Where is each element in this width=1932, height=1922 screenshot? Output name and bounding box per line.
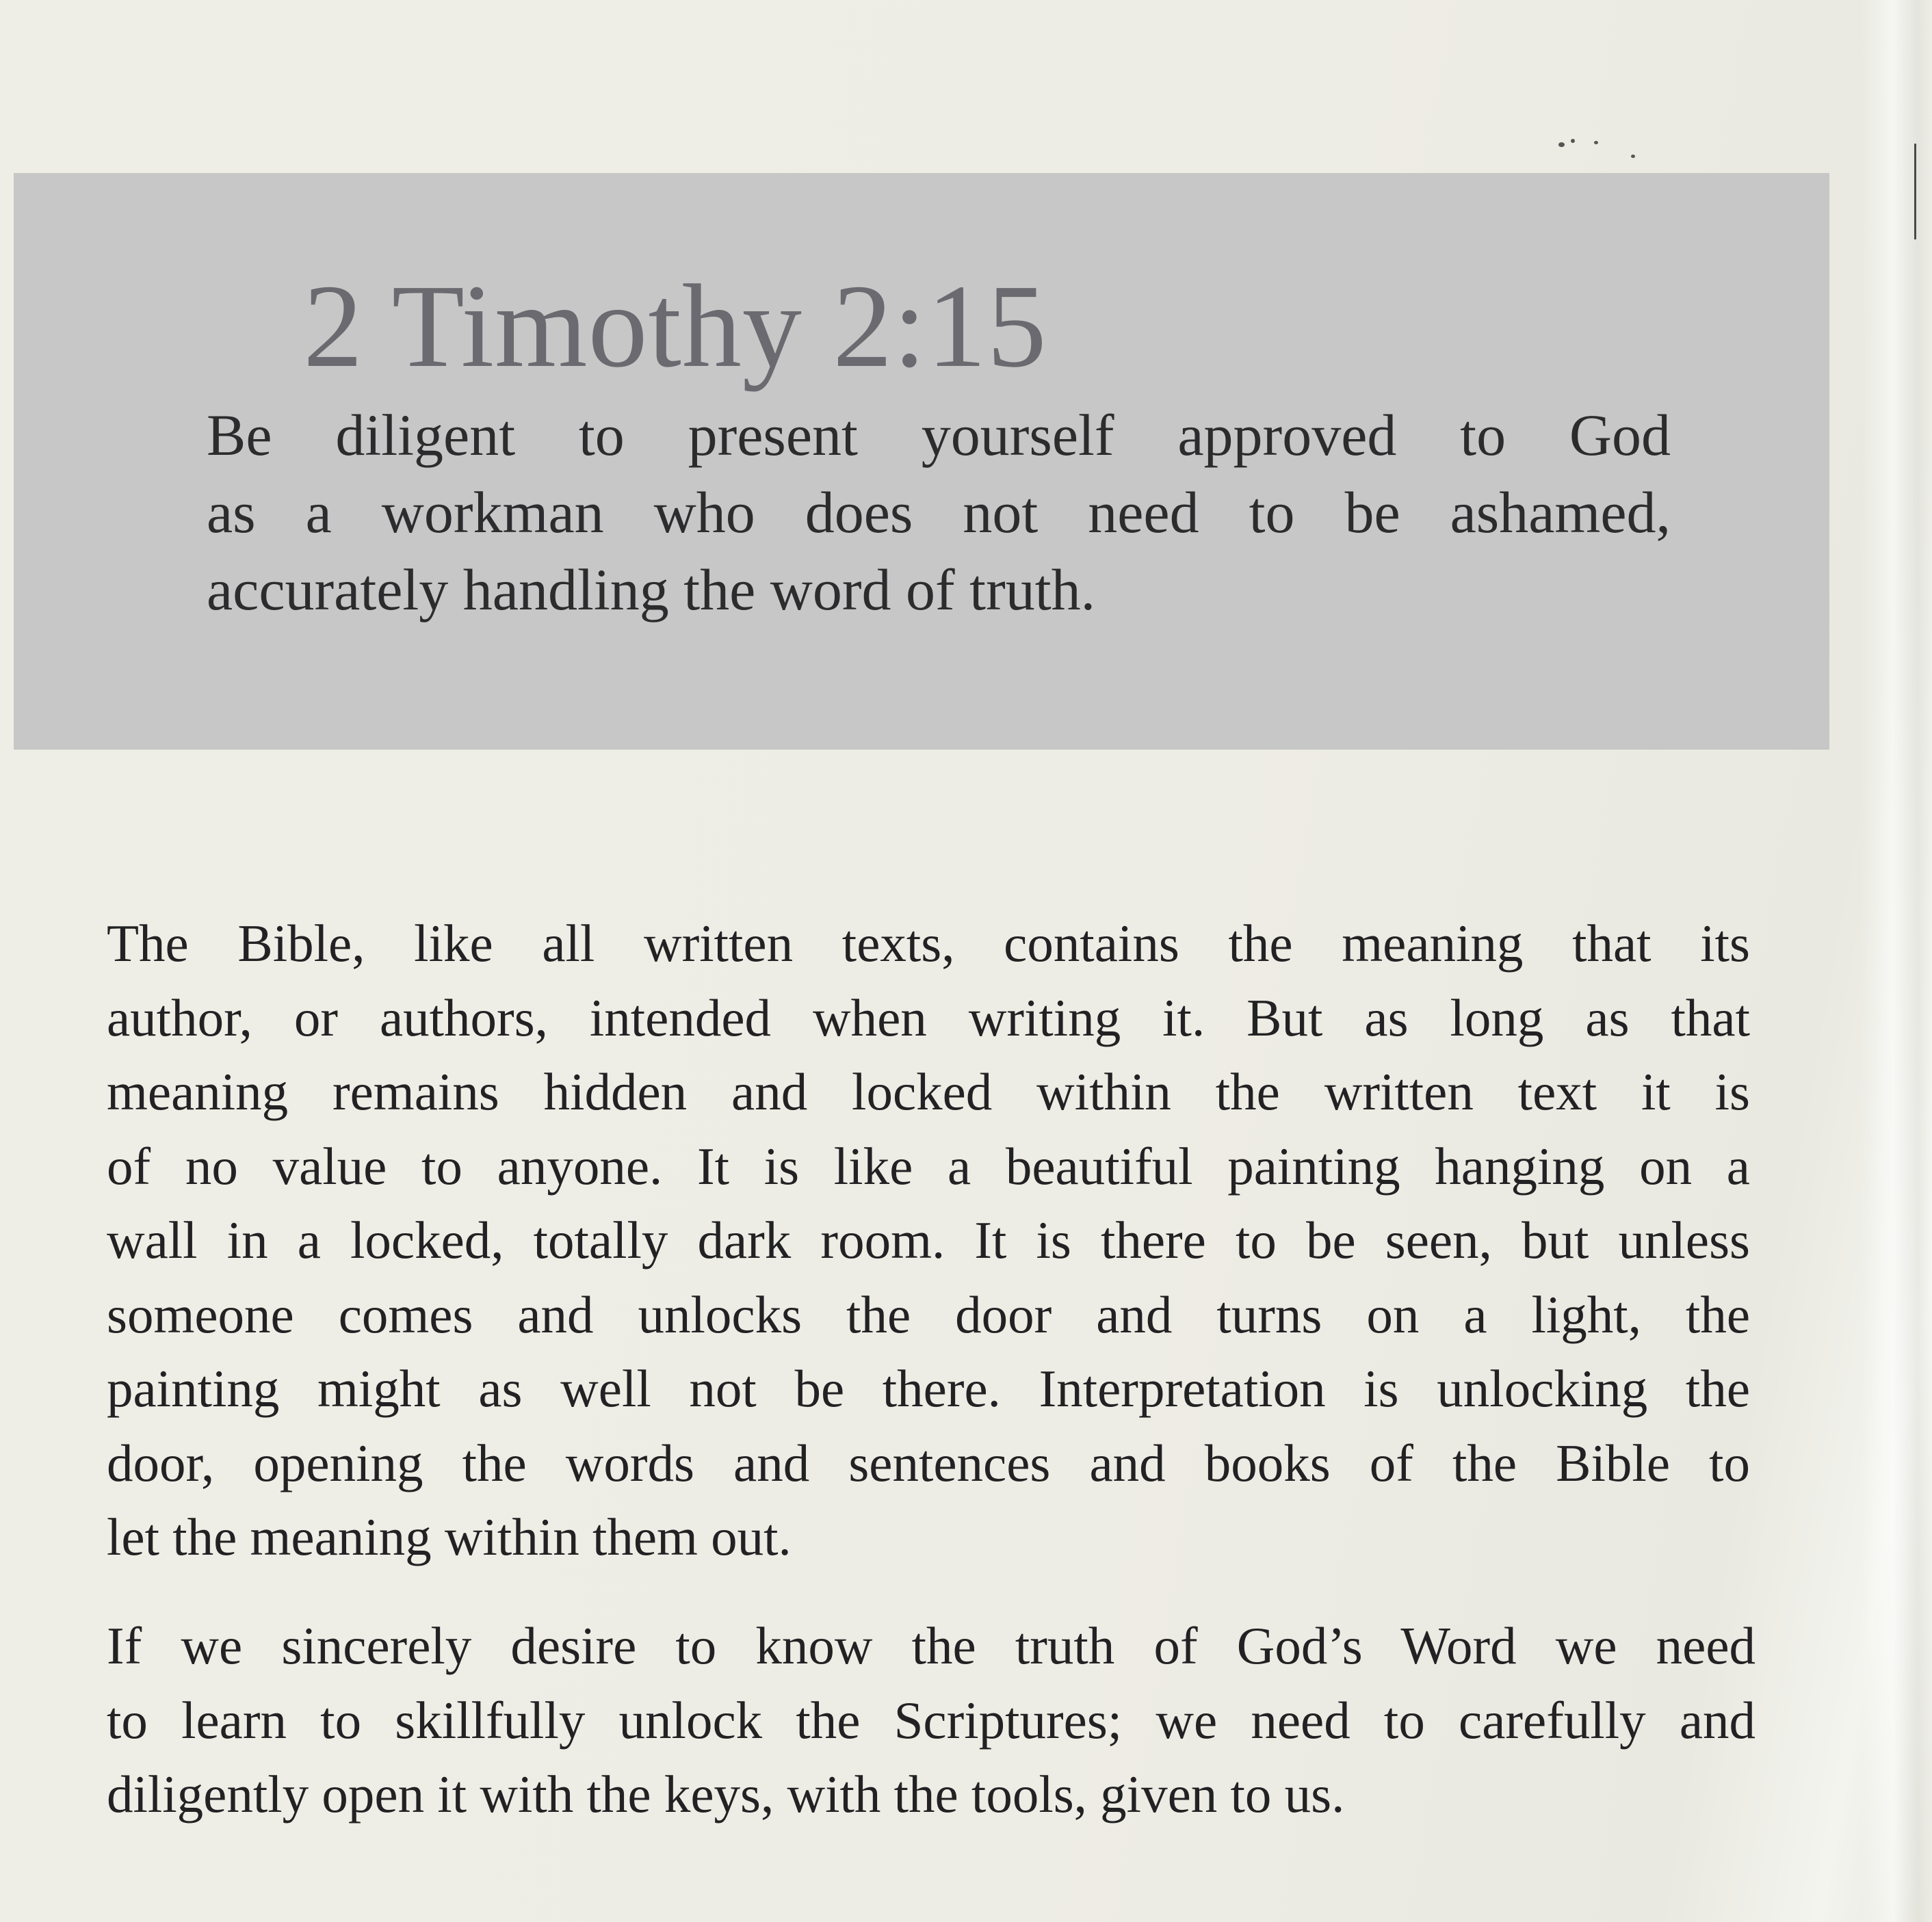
paragraph-line: wall in a locked, totally dark room. It is there to be seen, but unless [107, 1211, 1750, 1269]
page-speck [1571, 139, 1575, 143]
verse-text [207, 397, 1671, 629]
page-speck [1594, 141, 1598, 144]
paragraph-line: If we sincerely desire to know the truth of God’s Word we need [107, 1616, 1755, 1675]
verse-line: Be diligent to present yourself approved to God [207, 402, 1671, 468]
page-edge-line [1914, 144, 1916, 239]
paragraph-line: diligently open it with the keys, with the tools, given to us. [107, 1765, 1345, 1824]
verse-line: accurately handling the word of truth. [207, 557, 1096, 622]
paragraph-line: of no value to anyone. It is like a beautiful painting hanging on a [107, 1136, 1750, 1196]
paragraph-line: meaning remains hidden and locked within the written text it is [107, 1062, 1750, 1121]
verse-reference: 2 Timothy 2:15 [303, 260, 1047, 392]
paragraph-line: author, or authors, intended when writing it. But as long as that [107, 988, 1750, 1047]
body-paragraph-2 [107, 1609, 1755, 1832]
paragraph-line: door, opening the words and sentences and books of the Bible to [107, 1433, 1750, 1492]
paragraph-line: The Bible, like all written texts, contains the meaning that its [107, 914, 1750, 973]
verse-line: as a workman who does not need to be ashamed, [207, 479, 1671, 545]
paragraph-line: painting might as well not be there. Interpretation is unlocking the [107, 1359, 1750, 1418]
page-edge-glare [1861, 0, 1932, 1922]
body-paragraph-1 [107, 906, 1750, 1575]
paragraph-line: someone comes and unlocks the door and turns on a light, the [107, 1285, 1750, 1344]
page-speck [1631, 155, 1635, 158]
paragraph-line: let the meaning within them out. [107, 1508, 792, 1566]
paragraph-line: to learn to skillfully unlock the Scriptures; we need to carefully and [107, 1690, 1755, 1750]
page-speck [1558, 142, 1565, 147]
